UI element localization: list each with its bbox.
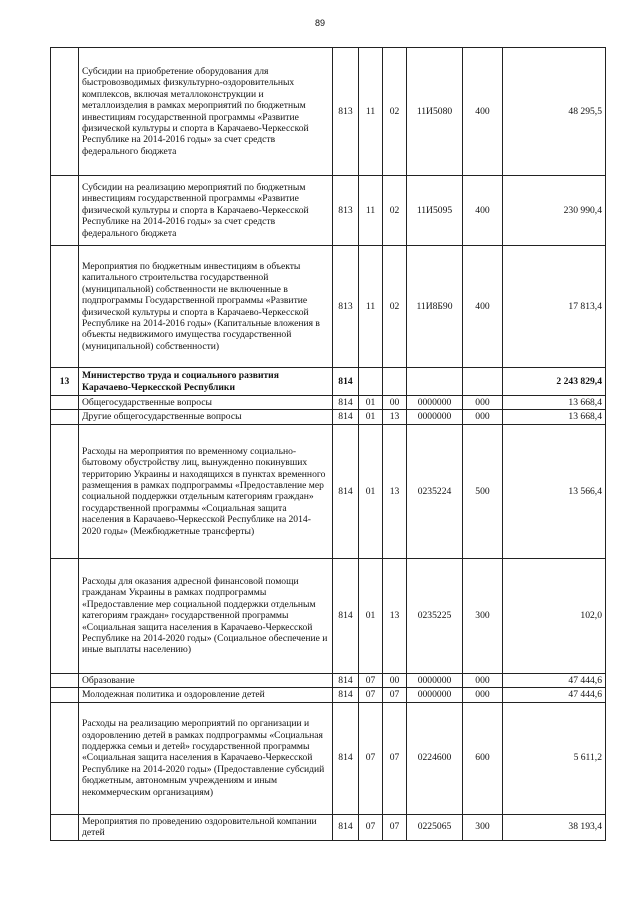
table-row bbox=[51, 814, 606, 840]
expense-name-cell: Субсидии на приобретение оборудования для быстровозводимых физкультурно-оздоровительных комплексов, включая металлоконструкции и металлоизделия в рамках мероприятий по бюджетным инвестициям государственной программы «Развитие физической культуры и спорта в Карачаево-Черкесской Республике на 2014-2016 годы» за счет средств федерального бюджета bbox=[79, 48, 333, 176]
subsection-code-cell: 02 bbox=[383, 246, 407, 368]
row-number-cell bbox=[51, 410, 79, 424]
row-number-cell bbox=[51, 688, 79, 702]
subsection-code-cell: 07 bbox=[383, 702, 407, 814]
table-row bbox=[51, 702, 606, 814]
section-code-cell bbox=[359, 368, 383, 396]
subsection-code-cell: 07 bbox=[383, 814, 407, 840]
ministry-code-cell: 814 bbox=[333, 410, 359, 424]
section-code-cell: 01 bbox=[359, 396, 383, 410]
subsection-code-cell: 13 bbox=[383, 424, 407, 558]
row-number-cell bbox=[51, 814, 79, 840]
subsection-code-cell: 00 bbox=[383, 396, 407, 410]
table-row bbox=[51, 410, 606, 424]
table-row bbox=[51, 424, 606, 558]
table-row bbox=[51, 558, 606, 673]
target-article-cell: 0235224 bbox=[407, 424, 463, 558]
section-code-cell: 01 bbox=[359, 410, 383, 424]
table-row bbox=[51, 176, 606, 246]
table-row bbox=[51, 396, 606, 410]
amount-cell: 230 990,4 bbox=[503, 176, 606, 246]
expense-name-cell: Министерство труда и социального развития Карачаево-Черкесской Республики bbox=[79, 368, 333, 396]
expense-name-cell: Расходы для оказания адресной финансовой помощи гражданам Украины в рамках подпрограммы «Предоставление мер социальной поддержки отдельным категориям граждан» государственной программы «Социальная защита населения в Карачаево-Черкесской Республике на 2014-2020 годы» (Социальное обеспечение и иные выплаты населению) bbox=[79, 558, 333, 673]
row-number-cell bbox=[51, 396, 79, 410]
target-article-cell: 0224600 bbox=[407, 702, 463, 814]
expense-name-cell: Другие общегосударственные вопросы bbox=[79, 410, 333, 424]
budget-table-body bbox=[51, 48, 606, 841]
expense-name-cell: Расходы на реализацию мероприятий по организации и оздоровлению детей в рамках подпрограммы «Социальная поддержка семьи и детей» государственной программы «Социальная защита населения в Карачаево-Черкесской Республике на 2014-2020 годы» (Предоставление субсидий бюджетным, автономным учреждениям и иным некоммерческим организациям) bbox=[79, 702, 333, 814]
ministry-code-cell: 814 bbox=[333, 558, 359, 673]
ministry-code-cell: 814 bbox=[333, 702, 359, 814]
subsection-code-cell: 02 bbox=[383, 48, 407, 176]
section-code-cell: 01 bbox=[359, 424, 383, 558]
subsection-code-cell: 13 bbox=[383, 558, 407, 673]
subsection-code-cell: 13 bbox=[383, 410, 407, 424]
amount-cell: 47 444,6 bbox=[503, 688, 606, 702]
target-article-cell: 0000000 bbox=[407, 396, 463, 410]
section-code-cell: 01 bbox=[359, 558, 383, 673]
ministry-code-cell: 813 bbox=[333, 176, 359, 246]
expense-type-cell: 000 bbox=[463, 688, 503, 702]
ministry-code-cell: 814 bbox=[333, 424, 359, 558]
row-number-cell bbox=[51, 558, 79, 673]
row-number-cell bbox=[51, 48, 79, 176]
target-article-cell: 0000000 bbox=[407, 688, 463, 702]
ministry-code-cell: 813 bbox=[333, 48, 359, 176]
amount-cell: 17 813,4 bbox=[503, 246, 606, 368]
expense-type-cell: 600 bbox=[463, 702, 503, 814]
target-article-cell: 0000000 bbox=[407, 410, 463, 424]
amount-cell: 5 611,2 bbox=[503, 702, 606, 814]
target-article-cell: 11И5080 bbox=[407, 48, 463, 176]
budget-table bbox=[50, 47, 606, 841]
row-number-cell: 13 bbox=[51, 368, 79, 396]
target-article-cell: 11И5095 bbox=[407, 176, 463, 246]
section-code-cell: 07 bbox=[359, 814, 383, 840]
amount-cell: 47 444,6 bbox=[503, 673, 606, 687]
subsection-code-cell: 07 bbox=[383, 688, 407, 702]
expense-name-cell: Мероприятия по проведению оздоровительной компании детей bbox=[79, 814, 333, 840]
target-article-cell: 0225065 bbox=[407, 814, 463, 840]
expense-name-cell: Молодежная политика и оздоровление детей bbox=[79, 688, 333, 702]
section-code-cell: 11 bbox=[359, 246, 383, 368]
subsection-code-cell: 02 bbox=[383, 176, 407, 246]
table-row bbox=[51, 688, 606, 702]
row-number-cell bbox=[51, 424, 79, 558]
expense-name-cell: Образование bbox=[79, 673, 333, 687]
expense-name-cell: Общегосударственные вопросы bbox=[79, 396, 333, 410]
row-number-cell bbox=[51, 673, 79, 687]
amount-cell: 102,0 bbox=[503, 558, 606, 673]
amount-cell: 48 295,5 bbox=[503, 48, 606, 176]
ministry-code-cell: 814 bbox=[333, 368, 359, 396]
row-number-cell bbox=[51, 246, 79, 368]
expense-type-cell: 400 bbox=[463, 246, 503, 368]
section-code-cell: 11 bbox=[359, 48, 383, 176]
target-article-cell bbox=[407, 368, 463, 396]
section-code-cell: 07 bbox=[359, 688, 383, 702]
section-code-cell: 07 bbox=[359, 673, 383, 687]
expense-type-cell: 400 bbox=[463, 176, 503, 246]
ministry-code-cell: 814 bbox=[333, 688, 359, 702]
table-row bbox=[51, 246, 606, 368]
subsection-code-cell bbox=[383, 368, 407, 396]
row-number-cell bbox=[51, 702, 79, 814]
table-row bbox=[51, 368, 606, 396]
expense-type-cell: 000 bbox=[463, 410, 503, 424]
target-article-cell: 0000000 bbox=[407, 673, 463, 687]
target-article-cell: 11И8Б90 bbox=[407, 246, 463, 368]
ministry-code-cell: 813 bbox=[333, 246, 359, 368]
section-code-cell: 07 bbox=[359, 702, 383, 814]
page-number: 89 bbox=[314, 18, 325, 28]
amount-cell: 13 668,4 bbox=[503, 396, 606, 410]
row-number-cell bbox=[51, 176, 79, 246]
amount-cell: 13 566,4 bbox=[503, 424, 606, 558]
amount-cell: 13 668,4 bbox=[503, 410, 606, 424]
amount-cell: 38 193,4 bbox=[503, 814, 606, 840]
ministry-code-cell: 814 bbox=[333, 814, 359, 840]
expense-type-cell: 300 bbox=[463, 814, 503, 840]
table-row bbox=[51, 48, 606, 176]
expense-type-cell bbox=[463, 368, 503, 396]
expense-type-cell: 400 bbox=[463, 48, 503, 176]
expense-name-cell: Мероприятия по бюджетным инвестициям в объекты капитального строительства государственной (муниципальной) собственности не включенные в подпрограммы Государственной программы «Развитие физической культуры и спорта в Карачаево-Черкесской Республике на 2014-2016 годы» (Капитальные вложения в объекты недвижимого имущества государственной (муниципальной) собственности) bbox=[79, 246, 333, 368]
ministry-code-cell: 814 bbox=[333, 396, 359, 410]
expense-type-cell: 000 bbox=[463, 396, 503, 410]
expense-name-cell: Расходы на мероприятия по временному социально-бытовому обустройству лиц, вынужденно покинувших территорию Украины и находящихся в пунктах временного размещения в рамках подпрограммы «Предоставление мер социальной поддержки отдельным категориям граждан» государственной программы «Социальная защита населения в Карачаево-Черкесской Республике на 2014-2020 годы» (Межбюджетные трансферты) bbox=[79, 424, 333, 558]
table-row bbox=[51, 673, 606, 687]
expense-type-cell: 000 bbox=[463, 673, 503, 687]
subsection-code-cell: 00 bbox=[383, 673, 407, 687]
amount-cell: 2 243 829,4 bbox=[503, 368, 606, 396]
target-article-cell: 0235225 bbox=[407, 558, 463, 673]
ministry-code-cell: 814 bbox=[333, 673, 359, 687]
expense-type-cell: 300 bbox=[463, 558, 503, 673]
section-code-cell: 11 bbox=[359, 176, 383, 246]
expense-type-cell: 500 bbox=[463, 424, 503, 558]
expense-name-cell: Субсидии на реализацию мероприятий по бюджетным инвестициям государственной программы «Развитие физической культуры и спорта в Карачаево-Черкесской Республике на 2014-2016 годы» за счет средств федерального бюджета bbox=[79, 176, 333, 246]
